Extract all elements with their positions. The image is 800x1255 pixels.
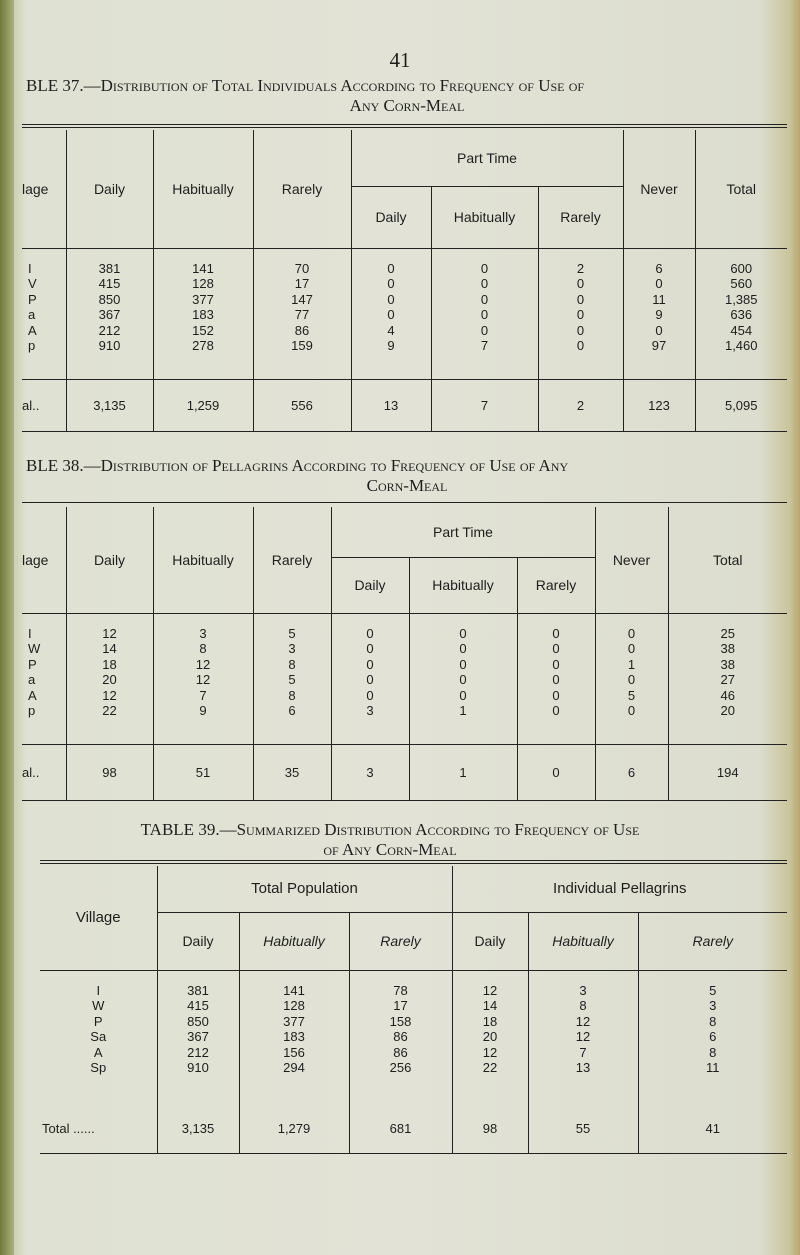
table-38-caption-title: Distribution of Pellagrins According to Frequency of Use of Any bbox=[100, 456, 569, 475]
table-37-caption bbox=[22, 76, 792, 116]
table-38-total: 25 38 38 27 46 20 bbox=[668, 613, 787, 744]
table-38-header-never: Never bbox=[595, 507, 668, 613]
table-37-caption-subtitle: Any Corn-Meal bbox=[349, 96, 465, 115]
table-37-totals-pt-rarely: 2 bbox=[538, 379, 623, 431]
table-37 bbox=[22, 130, 787, 432]
table-37-header-pt-daily: Daily bbox=[351, 186, 431, 248]
table-38-caption-subtitle: Corn-Meal bbox=[366, 476, 448, 495]
table-37-header-never: Never bbox=[623, 130, 695, 248]
table-38-caption bbox=[22, 456, 792, 496]
table-39-ip-rarely: 5 3 8 6 8 11 bbox=[638, 970, 787, 1105]
table-38-habitually: 3 8 12 12 7 9 bbox=[153, 613, 253, 744]
table-38-header-part-time: Part Time bbox=[331, 507, 595, 557]
table-38-header-rarely: Rarely bbox=[253, 507, 331, 613]
table-39-totals-tp-daily: 3,135 bbox=[157, 1105, 239, 1153]
table-39-ip-daily: 12 14 18 20 12 22 bbox=[452, 970, 528, 1105]
table-39-totals-ip-rarely: 41 bbox=[638, 1105, 787, 1153]
table-38-totals-never: 6 bbox=[595, 744, 668, 800]
table-37-total: 600 560 1,385 636 454 1,460 bbox=[695, 248, 787, 379]
table-37-header-habitually: Habitually bbox=[153, 130, 253, 248]
table-38-totals-pt-habitually: 1 bbox=[409, 744, 517, 800]
table-38-pt-habitually: 0 0 0 0 0 1 bbox=[409, 613, 517, 744]
table-39-totals-label: Total ...... bbox=[42, 1121, 95, 1137]
table-38-totals-pt-daily: 3 bbox=[331, 744, 409, 800]
table-37-totals-habitually: 1,259 bbox=[153, 379, 253, 431]
table-39-ip-habitually: 3 8 12 12 7 13 bbox=[528, 970, 638, 1105]
table-38-header-pt-daily: Daily bbox=[331, 557, 409, 613]
table-37-header-rarely: Rarely bbox=[253, 130, 351, 248]
table-37-top-rule-2 bbox=[22, 127, 787, 128]
table-37-header-village: lage bbox=[22, 130, 66, 248]
table-38-rarely: 5 3 8 5 8 6 bbox=[253, 613, 331, 744]
table-37-pt-habitually: 0 0 0 0 0 7 bbox=[431, 248, 538, 379]
table-39-totals-tp-habitually: 1,279 bbox=[239, 1105, 349, 1153]
table-38-totals-rarely: 35 bbox=[253, 744, 331, 800]
table-37-totals-daily: 3,135 bbox=[66, 379, 153, 431]
table-38-pt-daily: 0 0 0 0 0 3 bbox=[331, 613, 409, 744]
table-38-header-total: Total bbox=[668, 507, 787, 613]
table-37-header-daily: Daily bbox=[66, 130, 153, 248]
table-37-totals-pt-habitually: 7 bbox=[431, 379, 538, 431]
table-39-header-tp-daily: Daily bbox=[157, 912, 239, 970]
table-38-top-rule bbox=[22, 502, 787, 503]
table-38-totals-pt-rarely: 0 bbox=[517, 744, 595, 800]
table-38-header-habitually: Habitually bbox=[153, 507, 253, 613]
table-38-header-pt-rarely: Rarely bbox=[517, 557, 595, 613]
table-39-caption-title: Summarized Distribution According to Frequency of Use bbox=[236, 820, 640, 839]
table-39-villages: I W P Sa A Sp bbox=[90, 982, 107, 1075]
table-38-header-pt-habitually: Habitually bbox=[409, 557, 517, 613]
table-37-caption-title: Distribution of Total Individuals According to Frequency of Use of bbox=[100, 76, 585, 95]
table-38-totals-label: al.. bbox=[22, 764, 40, 780]
table-37-header-pt-rarely: Rarely bbox=[538, 186, 623, 248]
table-37-caption-prefix: BLE 37.— bbox=[26, 76, 101, 95]
table-39-caption bbox=[40, 820, 740, 860]
table-37-rarely: 70 17 147 77 86 159 bbox=[253, 248, 351, 379]
table-37-header-total: Total bbox=[695, 130, 787, 248]
table-38-villages: I W P a A p bbox=[28, 625, 41, 718]
table-37-header-part-time: Part Time bbox=[351, 130, 623, 186]
table-37-totals-rarely: 556 bbox=[253, 379, 351, 431]
table-37-habitually: 141 128 377 183 152 278 bbox=[153, 248, 253, 379]
table-39-header-ip-daily: Daily bbox=[452, 912, 528, 970]
table-38-totals-daily: 98 bbox=[66, 744, 153, 800]
table-38-header-village: lage bbox=[22, 507, 66, 613]
table-39-caption-prefix: TABLE 39.— bbox=[140, 820, 237, 839]
table-37-totals-label: al.. bbox=[22, 397, 40, 413]
table-38-header-daily: Daily bbox=[66, 507, 153, 613]
table-38-pt-rarely: 0 0 0 0 0 0 bbox=[517, 613, 595, 744]
table-37-pt-daily: 0 0 0 0 4 9 bbox=[351, 248, 431, 379]
table-39-header-village: Village bbox=[40, 866, 157, 970]
table-39-totals-ip-habitually: 55 bbox=[528, 1105, 638, 1153]
table-39-header-ip-rarely: Rarely bbox=[638, 912, 787, 970]
table-38-totals-habitually: 51 bbox=[153, 744, 253, 800]
table-37-pt-rarely: 2 0 0 0 0 0 bbox=[538, 248, 623, 379]
table-39-header-tp-rarely: Rarely bbox=[349, 912, 452, 970]
table-39-header-total-population: Total Population bbox=[157, 866, 452, 912]
table-39-header-ip-habitually: Habitually bbox=[528, 912, 638, 970]
table-37-top-rule bbox=[22, 124, 787, 125]
table-39-totals-ip-daily: 98 bbox=[452, 1105, 528, 1153]
table-37-daily: 381 415 850 367 212 910 bbox=[66, 248, 153, 379]
table-39-totals-tp-rarely: 681 bbox=[349, 1105, 452, 1153]
table-39-header-tp-habitually: Habitually bbox=[239, 912, 349, 970]
table-37-totals-total: 5,095 bbox=[695, 379, 787, 431]
table-39-tp-rarely: 78 17 158 86 86 256 bbox=[349, 970, 452, 1105]
table-39-tp-daily: 381 415 850 367 212 910 bbox=[157, 970, 239, 1105]
page-number: 41 bbox=[389, 48, 411, 72]
table-38-daily: 12 14 18 20 12 22 bbox=[66, 613, 153, 744]
table-38 bbox=[22, 507, 787, 801]
table-38-totals-total: 194 bbox=[668, 744, 787, 800]
table-37-never: 6 0 11 9 0 97 bbox=[623, 248, 695, 379]
table-39-top-rule-2 bbox=[40, 863, 787, 864]
book-spine-shadow bbox=[0, 0, 14, 1255]
table-39-tp-habitually: 141 128 377 183 156 294 bbox=[239, 970, 349, 1105]
table-37-totals-never: 123 bbox=[623, 379, 695, 431]
table-38-caption-prefix: BLE 38.— bbox=[26, 456, 101, 475]
table-39-header-individual-pellagrins: Individual Pellagrins bbox=[452, 866, 787, 912]
table-37-villages: I V P a A p bbox=[28, 260, 37, 353]
table-38-never: 0 0 1 0 5 0 bbox=[595, 613, 668, 744]
table-39 bbox=[40, 866, 787, 1154]
table-37-header-pt-habitually: Habitually bbox=[431, 186, 538, 248]
table-39-top-rule bbox=[40, 860, 787, 861]
table-39-caption-subtitle: of Any Corn-Meal bbox=[323, 840, 457, 859]
table-37-totals-pt-daily: 13 bbox=[351, 379, 431, 431]
